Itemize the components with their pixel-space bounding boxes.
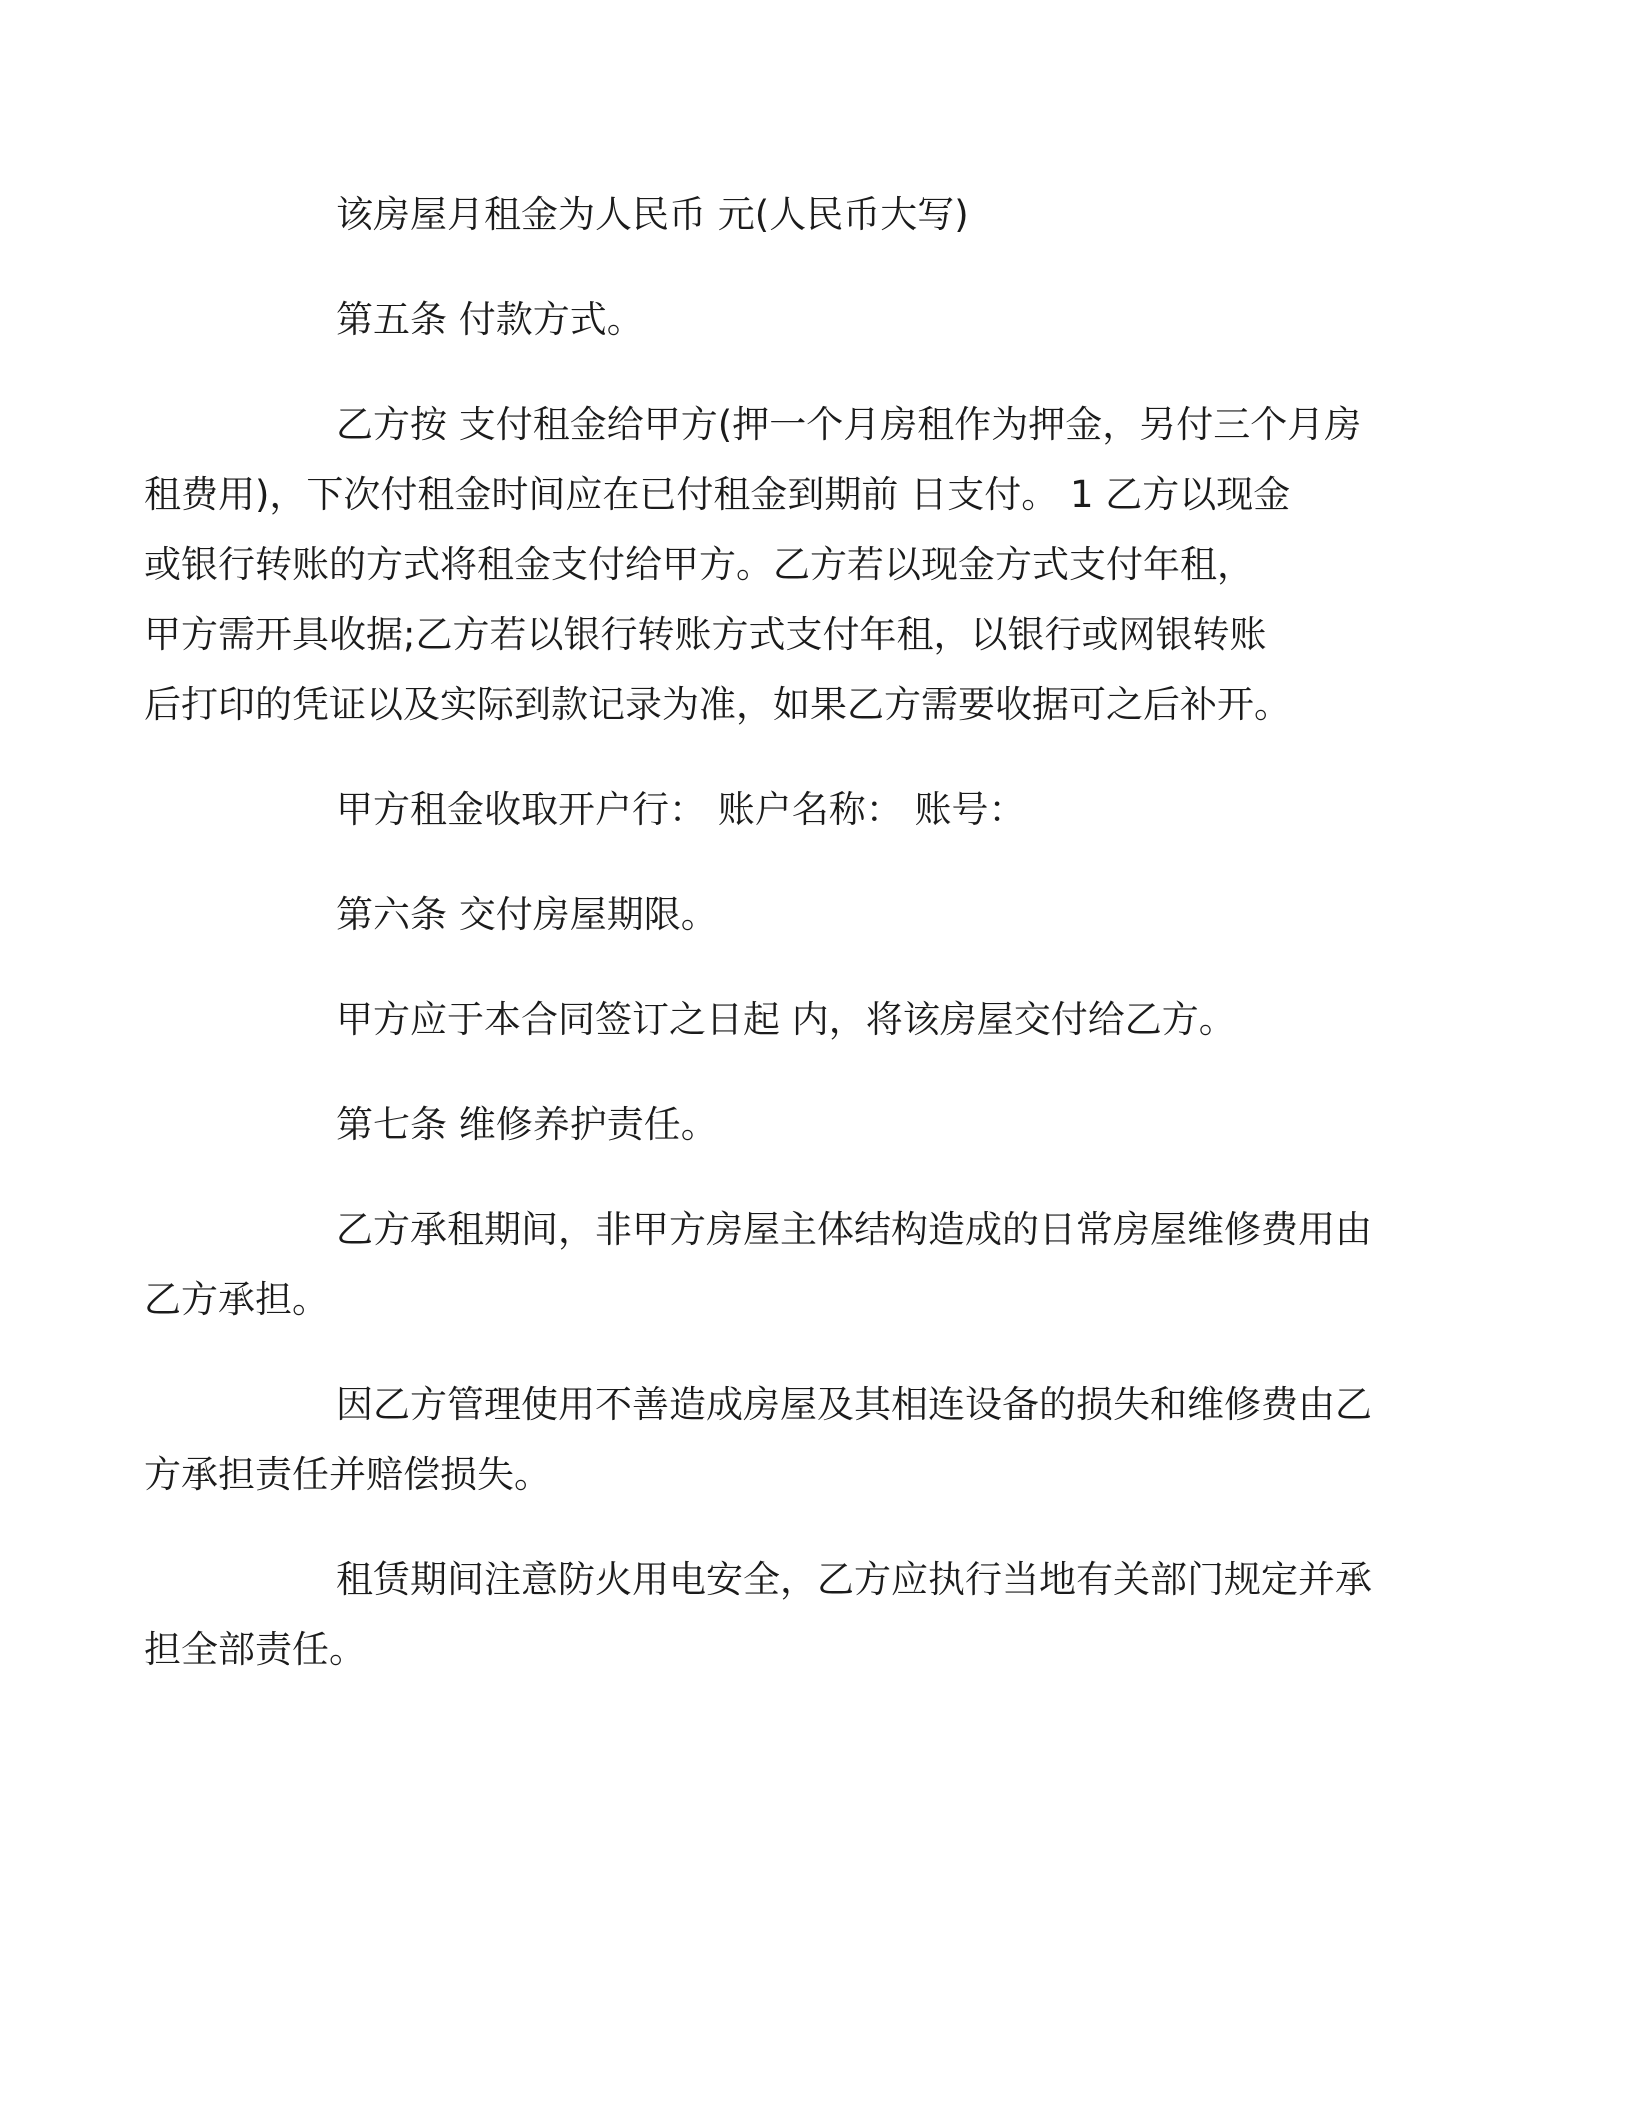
- text-line: 因乙方管理使用不善造成房屋及其相连设备的损失和维修费由乙: [336, 1383, 1372, 1426]
- text-line: 或银行转账的方式将租金支付给甲方。乙方若以现金方式支付年租，: [144, 543, 1254, 586]
- heading-article-7: [240, 1090, 1380, 1160]
- text-line: 方承担责任并赔偿损失。: [144, 1453, 551, 1496]
- paragraph-daily-repair: [144, 1195, 1380, 1335]
- text-line: 租赁期间注意防火用电安全，乙方应执行当地有关部门规定并承: [336, 1558, 1372, 1601]
- text-line: 甲方租金收取开户行： 账户名称： 账号：: [336, 788, 1026, 831]
- paragraph-damage-liability: [144, 1370, 1380, 1510]
- text-line: 该房屋月租金为人民币 元(人民币大写): [336, 193, 969, 236]
- text-line: 乙方按 支付租金给甲方(押一个月房租作为押金，另付三个月房: [336, 403, 1362, 446]
- text-line: 后打印的凭证以及实际到款记录为准，如果乙方需要收据可之后补开。: [144, 683, 1291, 726]
- heading-article-5: [240, 285, 1380, 355]
- text-line: 第六条 交付房屋期限。: [336, 893, 718, 936]
- text-line: 第五条 付款方式。: [336, 298, 644, 341]
- document-body: [144, 180, 1380, 1720]
- paragraph-delivery-term: [240, 985, 1380, 1055]
- heading-article-6: [240, 880, 1380, 950]
- paragraph-bank-account: [240, 775, 1380, 845]
- paragraph-rent-amount: [240, 180, 1380, 250]
- text-line: 租费用)，下次付租金时间应在已付租金到期前 日支付。 1 乙方以现金: [144, 473, 1291, 516]
- paragraph-payment-terms: [144, 390, 1380, 740]
- text-line: 甲方应于本合同签订之日起 内，将该房屋交付给乙方。: [336, 998, 1236, 1041]
- text-line: 第七条 维修养护责任。: [336, 1103, 718, 1146]
- text-line: 甲方需开具收据;乙方若以银行转账方式支付年租，以银行或网银转账: [144, 613, 1267, 656]
- text-line: 乙方承租期间，非甲方房屋主体结构造成的日常房屋维修费用由: [336, 1208, 1372, 1251]
- text-line: 乙方承担。: [144, 1278, 329, 1321]
- paragraph-fire-safety: [144, 1545, 1380, 1685]
- text-line: 担全部责任。: [144, 1628, 366, 1671]
